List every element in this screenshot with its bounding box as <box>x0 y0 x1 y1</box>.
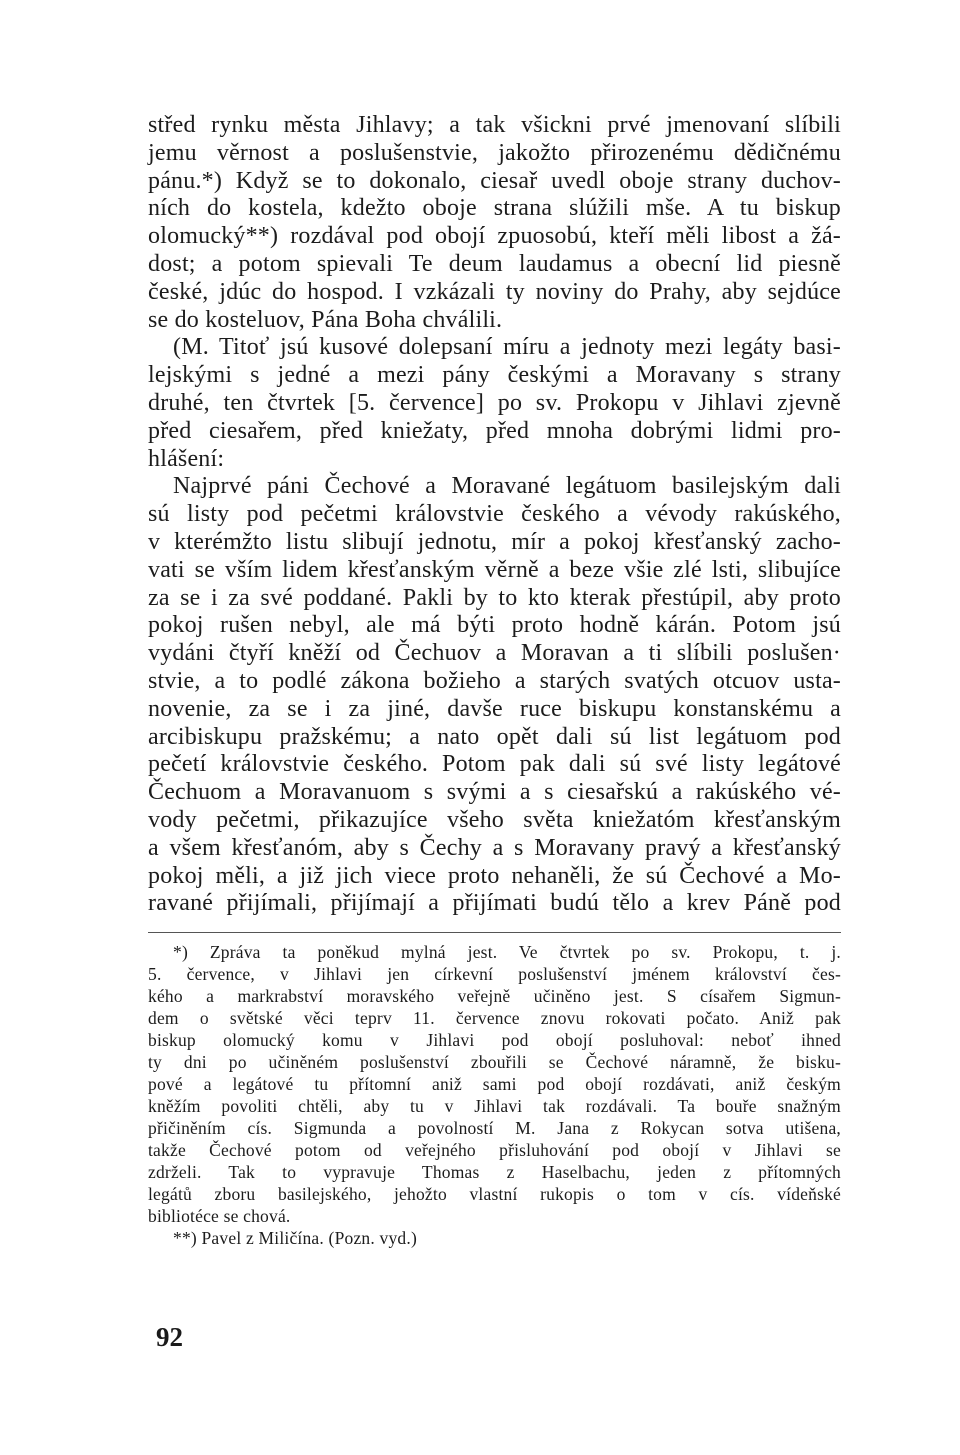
text-line: sú listy pod pečetmi královstvie českého a vévody rakúského, <box>148 501 841 528</box>
page-content <box>148 112 841 1249</box>
text-line: české, jdúc do hospod. I vzkázali ty noviny do Prahy, aby sejdúce <box>148 278 841 305</box>
page-number: 92 <box>156 1322 183 1352</box>
text-line: Čechuom a Moravanuom s svými a s ciesařskú a rakúského vé- <box>148 779 841 806</box>
footnote-line: takže Čechové potom od veřejného přisluhování pod obojí v Jihlavi se <box>148 1140 841 1161</box>
text-line: pokoj měli, a již jich viece proto nehaněli, že sú Čechové a Mo- <box>148 862 841 889</box>
text-line: (M. Titoť jsú kusové dolepsaní míru a jednoty mezi legáty basi- <box>173 334 841 361</box>
text-line: jemu věrnost a poslušenstvie, jakožto přirozenému dědičnému <box>148 139 841 166</box>
text-line: a všem křesťanóm, aby s Čechy a s Moravany pravý a křesťanský <box>148 834 841 861</box>
text-line: pečetí královstvie českého. Potom pak dali sú své listy legátové <box>148 751 841 778</box>
text-line: novenie, za se i za jiné, davše ruce biskupu konstanskému a <box>148 695 841 722</box>
text-line: Najprvé páni Čechové a Moravané legátuom basilejským dali <box>173 473 841 500</box>
footnote-line: pové a legátové tu přítomní aniž sami pod obojí rozdávati, aniž českým <box>148 1074 841 1095</box>
paragraph <box>148 112 841 334</box>
text-line: arcibiskupu pražskému; a nato opět dali sú list legátuom pod <box>148 723 841 750</box>
text-line: před ciesařem, před kniežaty, před mnoha dobrými lidmi pro- <box>148 417 841 444</box>
footnote-line: kého a markrabství moravského veřejně učiněno jest. S císařem Sigmun- <box>148 986 841 1007</box>
text-line: za se i za své poddané. Pakli by to kto kterak přestúpil, aby proto <box>148 584 841 611</box>
footnote-line: *) Zpráva ta poněkud mylná jest. Ve čtvrtek po sv. Prokopu, t. j. <box>173 942 841 963</box>
paragraph <box>148 473 841 918</box>
footnote-line: zdrželi. Tak to vypravuje Thomas z Haselbachu, jeden z přítomných <box>148 1162 841 1183</box>
text-line: pánu.*) Když se to dokonalo, ciesař uvedl oboje strany duchov- <box>148 167 841 194</box>
text-line: olomucký**) rozdával pod obojí zpuosobú, kteří měli libost a žá- <box>148 223 841 250</box>
text-line: druhé, ten čtvrtek [5. července] po sv. Prokopu v Jihlavi zjevně <box>148 389 841 416</box>
footnote-line: kněžím povoliti chtěli, aby tu v Jihlavi tak rozdávali. Ta bouře snažným <box>148 1096 841 1117</box>
text-line: dost; a potom spievali Te deum laudamus a obecní lid piesně <box>148 250 841 277</box>
footnote <box>148 941 841 1227</box>
footnote-line: ty dni po učiněném poslušenství zbouřili se Čechové náramně, že bisku- <box>148 1052 841 1073</box>
text-line: vydáni čtyří kněží od Čechuov a Moravan a ti slíbili poslušen· <box>148 640 841 667</box>
text-line: lejskými s jedné a mezi pány českými a Moravany s strany <box>148 362 841 389</box>
footnote-line: bibliotéce se chová. <box>148 1206 291 1227</box>
paragraph <box>148 334 841 473</box>
footnote-line: dem o světské věci teprv 11. července znovu rokovati počato. Aniž pak <box>148 1008 841 1029</box>
footnotes <box>148 941 841 1249</box>
text-line: hlášení: <box>148 445 225 472</box>
text-line: ních do kostela, kdežto oboje strana slúžili mše. A tu biskup <box>148 195 841 222</box>
text-line: vody pečetmi, přikazujíce všeho světa kniežatóm křesťanským <box>148 806 841 833</box>
text-line: vati se vším lidem křesťanským věrně a beze všie zlé lsti, slibujíce <box>148 556 841 583</box>
footnote-line: **) Pavel z Miličína. (Pozn. vyd.) <box>173 1228 417 1249</box>
footnote <box>148 1227 841 1249</box>
footnote-divider <box>148 932 841 933</box>
text-line: pokoj rušen nebyl, ale má býti proto hodně kárán. Potom jsú <box>148 612 841 639</box>
text-line: stvie, a to podlé zákona božieho a starých svatých otcuov usta- <box>148 667 841 694</box>
footnote-line: 5. července, v Jihlavi jen církevní poslušenství jménem království čes- <box>148 964 841 985</box>
main-text <box>148 112 841 918</box>
text-line: ravané přijímali, přijímají a přijímati budú tělo a krev Páně pod <box>148 890 841 917</box>
footnote-line: legátů zboru basilejského, jehožto vlastní rukopis o tom v cís. vídeňské <box>148 1184 841 1205</box>
text-line: v kterémžto listu slibují jednotu, mír a pokoj křesťanský zacho- <box>148 528 841 555</box>
footnote-line: přičiněním cís. Sigmunda a povolností M. Jana z Rokycan sotva utišena, <box>148 1118 841 1139</box>
text-line: střed rynku města Jihlavy; a tak všickni prvé jmenovaní slíbili <box>148 112 841 138</box>
text-line: se do kosteluov, Pána Boha chválili. <box>148 306 503 333</box>
footnote-line: biskup olomucký komu v Jihlavi pod obojí posluhoval: neboť ihned <box>148 1030 841 1051</box>
